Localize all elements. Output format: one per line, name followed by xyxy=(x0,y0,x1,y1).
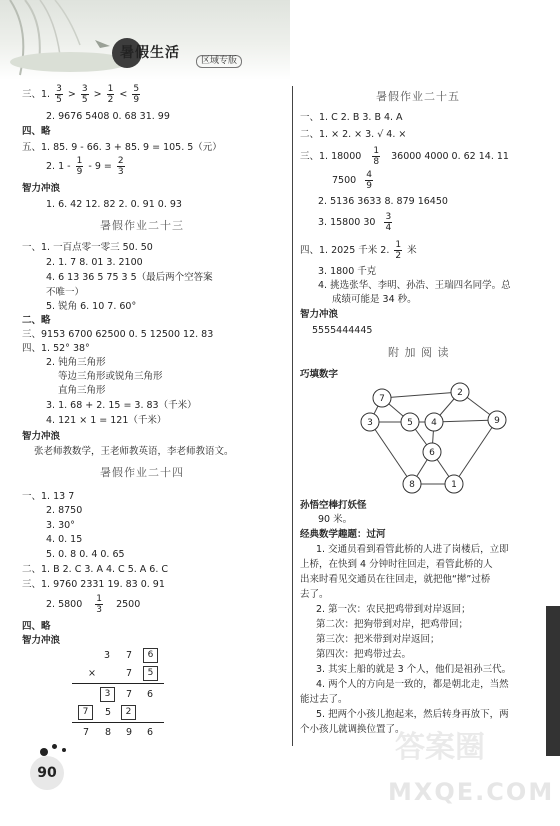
jingdian-title: 经典数学趣题：过河 xyxy=(300,529,386,540)
s5-row2: 2. 1 - $\frac{1}{9}$ - 9 = $\frac{2}{3}$ xyxy=(46,156,124,177)
m-line1 xyxy=(72,683,164,684)
j7: 第三次：把米带到对岸返回； xyxy=(316,634,440,645)
h25-r6: 3. 15800 30 $\frac{3}{4}$ xyxy=(318,212,392,233)
graph-label-4: 4 xyxy=(431,418,437,428)
m-times: × xyxy=(88,668,96,679)
graph-label-2: 2 xyxy=(457,388,463,398)
frac-1: $\frac{3}{5}$ xyxy=(56,84,62,105)
h23-r6: 二、略 xyxy=(22,315,51,326)
j13: 个小孩儿就调换位置了。 xyxy=(300,724,405,735)
frac-h25-3: $\frac{3}{4}$ xyxy=(385,212,392,233)
m-r2-box: 5 xyxy=(143,666,158,681)
h25-r5: 2. 5136 3633 8. 879 16450 xyxy=(318,196,448,207)
m-r5-d3: 9 xyxy=(126,727,133,738)
sunwukong-body: 90 米。 xyxy=(318,514,353,525)
qiaotian-title: 巧填数字 xyxy=(300,369,339,380)
h23-r4: 不唯一） xyxy=(46,287,85,298)
decor-dot-2 xyxy=(52,744,57,749)
s3-row1 xyxy=(22,84,142,105)
h23-r8: 四、1. 52° 38° xyxy=(22,343,90,354)
right-column xyxy=(290,0,560,826)
side-tab xyxy=(546,606,560,756)
h23-r1: 一、1. 一百点零一零三 50. 50 xyxy=(22,242,153,253)
m-r2-d1: 7 xyxy=(126,668,133,679)
fujia-title: 附 加 阅 读 xyxy=(388,346,450,359)
decor-dot-3 xyxy=(62,748,66,752)
h23-r13: 4. 121 × 1 = 121（千米） xyxy=(46,415,167,426)
zhili4-title: 智力冲浪 xyxy=(300,309,339,320)
h23-r7: 三、9153 6700 62500 0. 5 12500 12. 83 xyxy=(22,329,214,340)
zhili1-title: 智力冲浪 xyxy=(22,183,61,194)
zhili2-title: 智力冲浪 xyxy=(22,431,61,442)
graph-label-9: 9 xyxy=(494,416,500,426)
m-r4-box1: 7 xyxy=(78,705,93,720)
graph-label-6: 6 xyxy=(429,448,435,458)
m-r5-d4: 6 xyxy=(147,727,154,738)
s3-row2: 2. 9676 5408 0. 68 31. 99 xyxy=(46,111,170,122)
h23-r12: 3. 1. 68 + 2. 15 = 3. 83（千米） xyxy=(46,400,197,411)
h25-r9: 4. 挑选张华、李明、孙浩、王瑞四名同学。总 xyxy=(318,280,511,291)
h25-r3: 三、1. 18000 $\frac{1}{8}$ 36000 4000 0. 62 14. 11 xyxy=(300,146,509,167)
h25-r10: 成绩可能是 34 秒。 xyxy=(332,294,417,305)
j12: 5. 把两个小孩儿抱起来，然后转身再放下，两 xyxy=(316,709,509,720)
m-r5-d2: 8 xyxy=(105,727,112,738)
op-1: > xyxy=(67,89,76,100)
decor-dot-1 xyxy=(40,748,48,756)
frac-s5-2: $\frac{2}{3}$ xyxy=(117,156,124,177)
zhili3-title: 智力冲浪 xyxy=(22,635,61,646)
m-r4-box2: 2 xyxy=(121,705,136,720)
frac-h25-2: $\frac{4}{9}$ xyxy=(366,170,372,191)
h25-r2: 二、1. × 2. × 3. √ 4. × xyxy=(300,129,407,140)
j6: 第二次：把狗带到对岸，把鸡带回； xyxy=(316,619,469,630)
j1: 1. 交通员看到看管此桥的人进了岗楼后，立即 xyxy=(316,544,509,555)
frac-2: $\frac{3}{5}$ xyxy=(81,84,88,105)
zhili1-body: 1. 6. 42 12. 82 2. 0. 91 0. 93 xyxy=(46,199,182,210)
hw24-title: 暑假作业二十四 xyxy=(100,466,184,479)
h25-r4: 7500 $\frac{4}{9}$ xyxy=(332,170,372,191)
m-line2 xyxy=(72,722,164,723)
h25-r1: 一、1. C 2. B 3. B 4. A xyxy=(300,112,403,123)
region-label: 区域专版 xyxy=(196,55,242,68)
s4: 四、略 xyxy=(22,126,51,137)
m-r1-d1: 3 xyxy=(104,650,111,661)
h24-r6: 二、1. B 2. C 3. A 4. C 5. A 6. C xyxy=(22,564,169,575)
h23-r2: 2. 1. 7 8. 01 3. 2100 xyxy=(46,257,143,268)
j3: 出来时看见交通员在往回走，就把他“撵”过桥 xyxy=(300,574,491,585)
number-graph xyxy=(352,378,522,498)
h24-r1: 一、1. 13 7 xyxy=(22,491,75,502)
watermark-logo: 答案圈 xyxy=(395,730,485,765)
logo-text: 暑假生活 xyxy=(120,45,180,61)
m-r4-d2: 5 xyxy=(105,707,112,718)
h24-r5: 5. 0. 8 0. 4 0. 65 xyxy=(46,549,125,560)
graph-label-5: 5 xyxy=(407,418,413,428)
zhili2-body: 张老师教数学，王老师教英语，李老师教语文。 xyxy=(34,446,234,457)
hw25-title: 暑假作业二十五 xyxy=(376,90,460,103)
h25-r7: 四、1. 2025 千米 2. $\frac{1}{2}$ 米 xyxy=(300,240,417,261)
frac-h25-1: $\frac{1}{8}$ xyxy=(373,146,380,167)
frac-3: $\frac{1}{2}$ xyxy=(107,84,114,105)
m-r3-d3: 6 xyxy=(147,689,154,700)
hw23-title: 暑假作业二十三 xyxy=(100,219,184,232)
graph-label-1: 1 xyxy=(451,480,457,490)
op-2: > xyxy=(93,89,102,100)
j10: 4. 两个人的方向是一致的，都是朝北走，当然 xyxy=(316,679,509,690)
graph-label-7: 7 xyxy=(379,394,385,404)
frac-s5-1: $\frac{1}{9}$ xyxy=(76,156,83,177)
h24-r7: 三、1. 9760 2331 19. 83 0. 91 xyxy=(22,579,165,590)
h25-r8: 3. 1800 千克 xyxy=(318,266,377,277)
frac-4: $\frac{5}{9}$ xyxy=(133,84,140,105)
frac-h25-4: $\frac{1}{2}$ xyxy=(395,240,402,261)
op-3: < xyxy=(119,89,128,100)
j9: 3. 其实上船的就是 3 个人，他们是祖孙三代。 xyxy=(316,664,512,675)
j5: 2. 第一次：农民把鸡带到对岸返回； xyxy=(316,604,471,615)
h24-r8: 2. 5800 $\frac{1}{3}$ 2500 xyxy=(46,594,141,615)
h23-r10: 等边三角形或锐角三角形 xyxy=(58,371,163,382)
s5-row1: 五、1. 85. 9 - 66. 3 + 85. 9 = 105. 5（元） xyxy=(22,142,222,153)
sunwukong-title: 孙悟空棒打妖怪 xyxy=(300,500,367,511)
zhili4-body: 5555444445 xyxy=(312,325,373,336)
graph-label-3: 3 xyxy=(367,418,373,428)
page-number: 90 xyxy=(30,756,64,790)
m-r1-box: 6 xyxy=(143,648,158,663)
m-r3-box: 3 xyxy=(100,687,115,702)
s3-prefix: 三、1. xyxy=(22,89,51,100)
graph-label-8: 8 xyxy=(409,480,415,490)
h24-r9: 四、略 xyxy=(22,621,51,632)
j11: 能过去了。 xyxy=(300,694,348,705)
j2: 上桥，在快到 4 分钟时往回走，看管此桥的人 xyxy=(300,559,493,570)
j4: 去了。 xyxy=(300,589,329,600)
j8: 第四次：把鸡带过去。 xyxy=(316,649,412,660)
h23-r3: 4. 6 13 36 5 75 3 5（最后两个空答案 xyxy=(46,272,213,283)
h24-r3: 3. 30° xyxy=(46,520,75,531)
h23-r11: 直角三角形 xyxy=(58,385,106,396)
h23-r9: 2. 钝角三角形 xyxy=(46,357,106,368)
h23-r5: 5. 锐角 6. 10 7. 60° xyxy=(46,301,137,312)
h24-r4: 4. 0. 15 xyxy=(46,534,83,545)
watermark-url: MXQE.COM xyxy=(388,778,555,806)
m-r5-d1: 7 xyxy=(83,727,90,738)
m-r3-d2: 7 xyxy=(126,689,133,700)
m-r1-d2: 7 xyxy=(126,650,133,661)
h24-r2: 2. 8750 xyxy=(46,505,83,516)
frac-h24: $\frac{1}{3}$ xyxy=(96,594,103,615)
